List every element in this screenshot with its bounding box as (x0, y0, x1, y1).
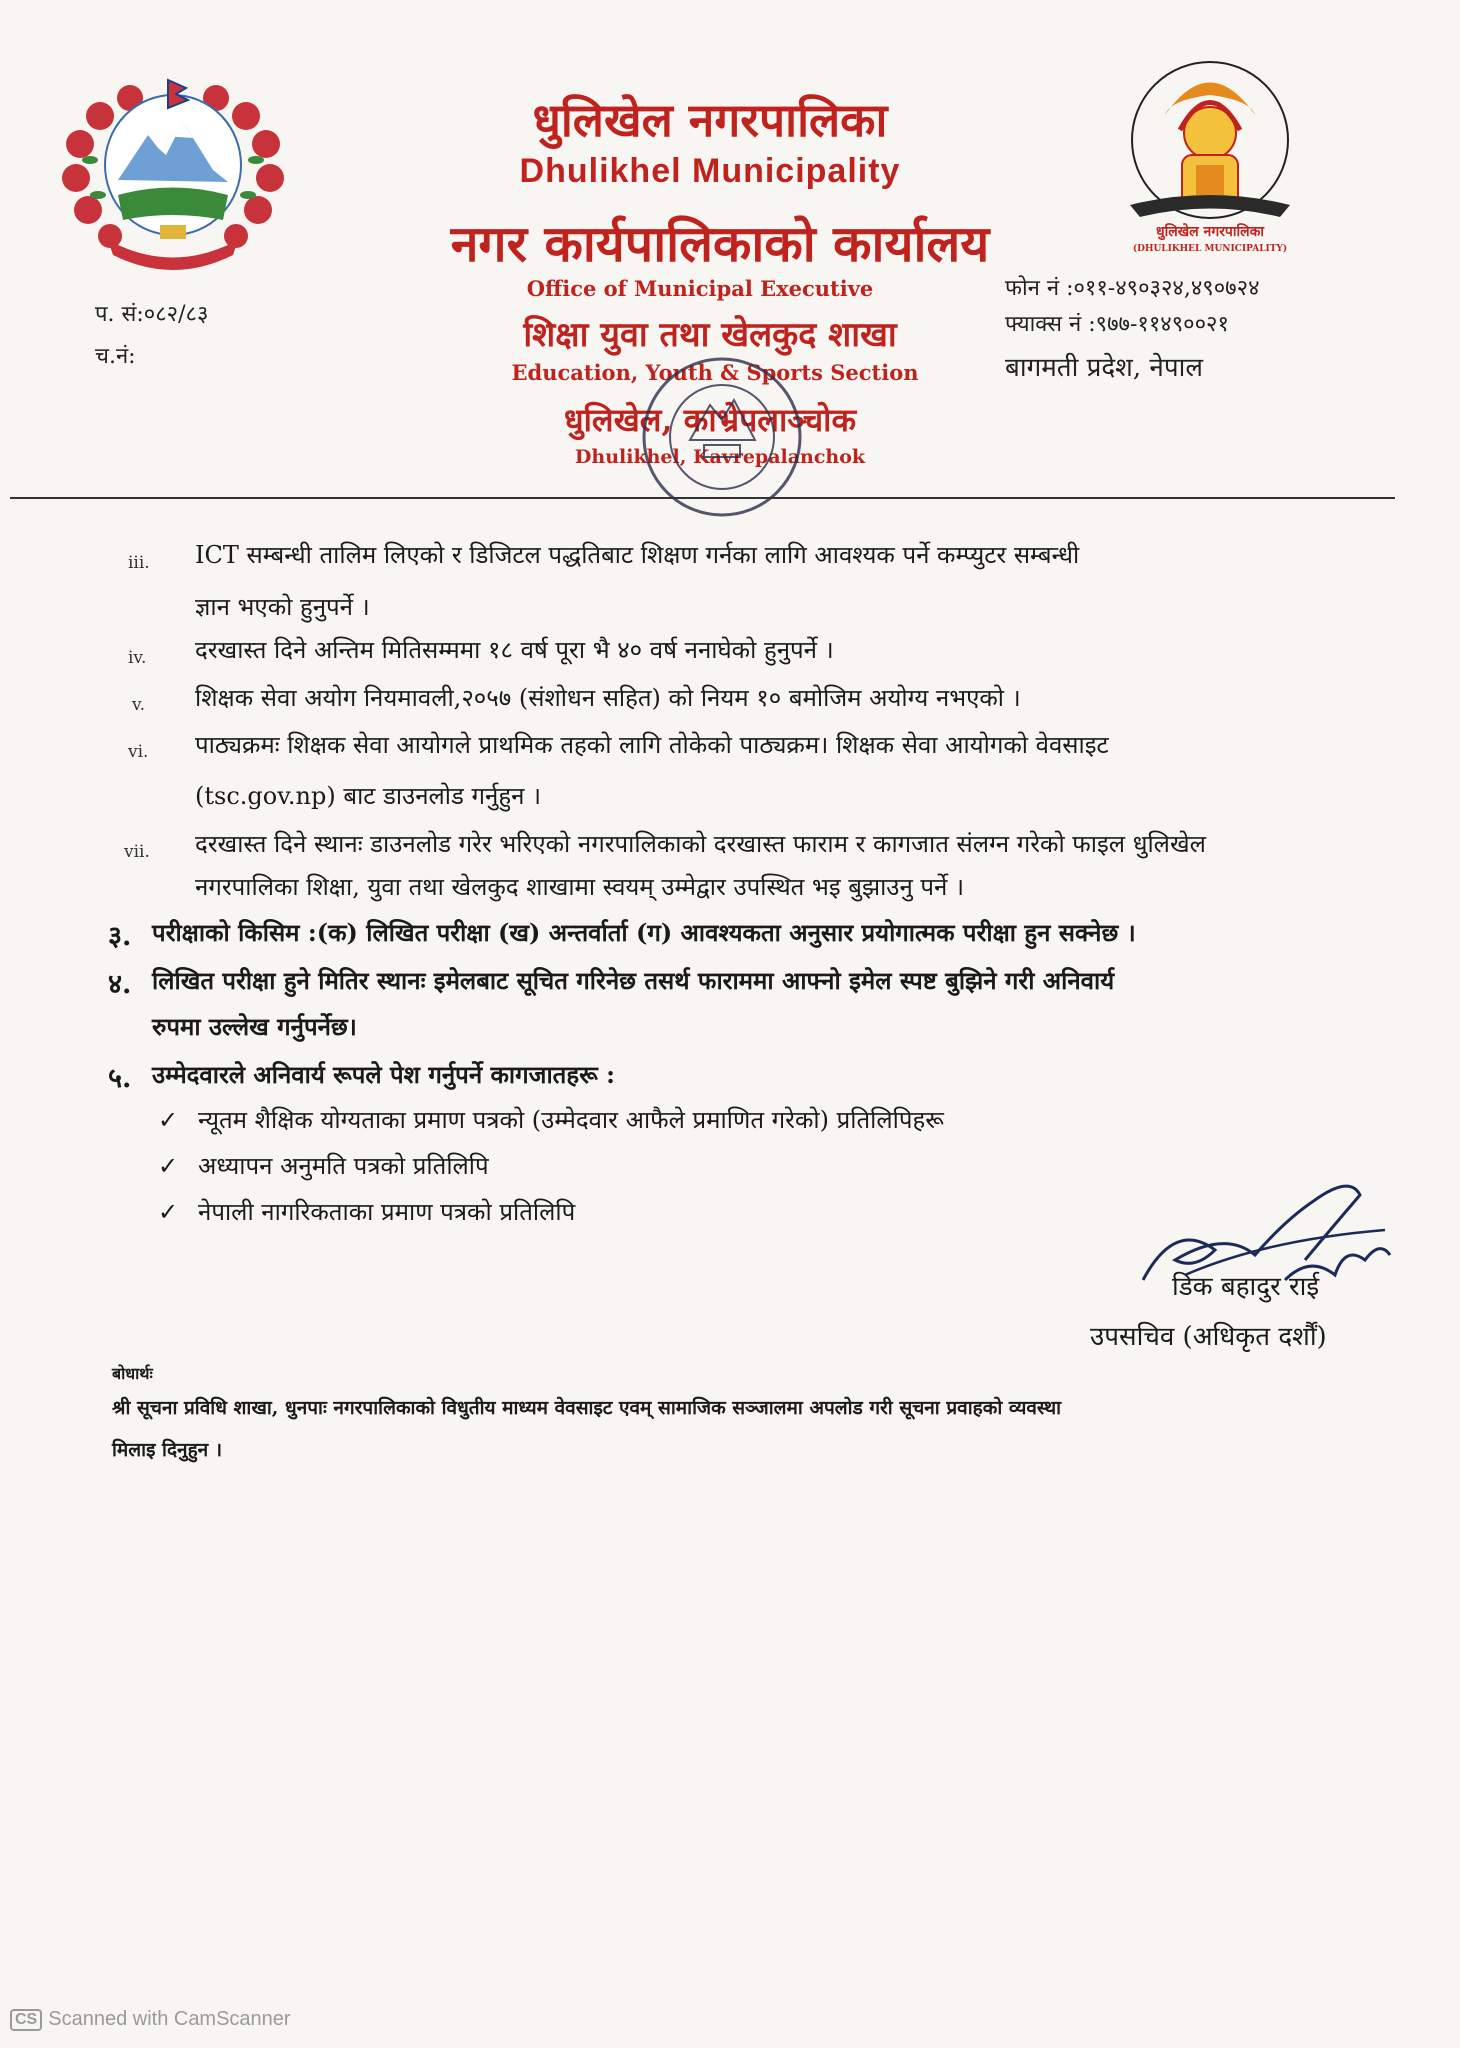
phone-number: फोन नं :०११-४९०३२४,४९०७२४ (1005, 276, 1260, 301)
item-vii-line1: दरखास्त दिने स्थानः डाउनलोड गरेर भरिएको नगरपालिकाको दरखास्त फाराम र कागजात संलग्न गरेको फाइल धुलिखेल (195, 830, 1206, 858)
note-line-2: मिलाइ दिनुहुन । (112, 1439, 223, 1461)
reference-number: प. सं:०८२/८३ (95, 302, 209, 327)
office-name-np: नगर कार्यपालिकाको कार्यालय (450, 214, 990, 273)
item-4-number: ४. (108, 969, 132, 1000)
nepal-emblem-icon (48, 60, 298, 275)
item-3-line1: परीक्षाको किसिम :(क) लिखित परीक्षा (ख) अन्तर्वार्ता (ग) आवश्यकता अनुसार प्रयोगात्मक परीक्षा हुन सक्नेछ । (152, 918, 1136, 947)
province-address: बागमती प्रदेश, नेपाल (1005, 353, 1203, 383)
item-3-number: ३. (108, 921, 132, 952)
note-label: बोधार्थः (112, 1364, 153, 1383)
item-4-line1: लिखित परीक्षा हुने मितिर स्थानः इमेलबाट सूचित गरिनेछ तसर्थ फाराममा आफ्नो इमेल स्पष्ट बुझिने गरी अनिवार्य (152, 966, 1115, 995)
dispatch-number: च.नं: (95, 344, 136, 369)
scanner-watermark (10, 2008, 291, 2031)
signatory-title: उपसचिव (अधिकृत दर्शौं) (1090, 1322, 1327, 1352)
logo-caption-en: (DHULIKHEL MUNICIPALITY) (1132, 244, 1288, 254)
item-5-number: ५. (108, 1063, 132, 1094)
municipality-name-np: धुलिखेल नगरपालिका (532, 93, 888, 147)
item-5-line1: उम्मेदवारले अनिवार्य रूपले पेश गर्नुपर्ने कागजातहरू : (152, 1060, 615, 1089)
fax-number: फ्याक्स नं :९७७-११४९००२१ (1005, 312, 1229, 337)
item-v-marker: v. (132, 695, 145, 715)
place-name-np: धुलिखेल, काभ्रेपलाञ्चोक (563, 401, 857, 439)
item-vii-line2: नगरपालिका शिक्षा, युवा तथा खेलकुद शाखामा स्वयम् उम्मेद्वार उपस्थित भइ बुझाउनु पर्ने । (195, 873, 965, 901)
scanner-watermark-text: Scanned with CamScanner (48, 2008, 291, 2030)
item-iii-marker: iii. (128, 553, 150, 573)
checklist-item-2: अध्यापन अनुमति पत्रको प्रतिलिपि (198, 1152, 489, 1180)
item-iv-marker: iv. (128, 648, 147, 668)
item-vi-line1: पाठ्यक्रमः शिक्षक सेवा आयोगले प्राथमिक तहको लागि तोकेको पाठ्यक्रम। शिक्षक सेवा आयोगको वेवसाइट (195, 731, 1109, 759)
item-iv-line1: दरखास्त दिने अन्तिम मितिसम्ममा १८ वर्ष पूरा भै ४० वर्ष ननाघेको हुनुपर्ने । (195, 636, 834, 664)
item-iii-line2: ज्ञान भएको हुनुपर्ने । (195, 593, 370, 621)
check-icon: ✓ (158, 1106, 179, 1134)
item-4-line2: रुपमा उल्लेख गर्नुपर्नेछ। (152, 1012, 357, 1041)
logo-caption-np: धुलिखेल नगरपालिका (1156, 224, 1264, 240)
check-icon: ✓ (158, 1152, 179, 1180)
place-name-en: Dhulikhel, Kavrepalanchok (574, 446, 866, 468)
municipality-name-en: Dhulikhel Municipality (519, 152, 901, 190)
note-line-1: श्री सूचना प्रविधि शाखा, धुनपाः नगरपालिकाको विधुतीय माध्यम वेवसाइट एवम् सामाजिक सञ्जालमा अपलोड गरी सूचना प्रवाहको व्यवस्था (112, 1397, 1062, 1419)
section-name-np: शिक्षा युवा तथा खेलकुद शाखा (523, 315, 897, 355)
office-name-en: Office of Municipal Executive (526, 276, 874, 301)
header-divider (10, 497, 1395, 499)
signatory-name: डिक बहादुर राई (1172, 1272, 1320, 1302)
item-vii-marker: vii. (124, 842, 150, 862)
checklist-item-3: नेपाली नागरिकताका प्रमाण पत्रको प्रतिलिपि (198, 1198, 576, 1226)
checklist-item-1: न्यूतम शैक्षिक योग्यताका प्रमाण पत्रको (उम्मेदवार आफैले प्रमाणित गरेको) प्रतिलिपिहरू (198, 1106, 944, 1134)
section-name-en: Education, Youth & Sports Section (511, 360, 919, 385)
item-iii-line1: ICT सम्बन्धी तालिम लिएको र डिजिटल पद्धतिबाट शिक्षण गर्नका लागि आवश्यक पर्ने कम्प्युटर सम्बन्धी (195, 541, 1080, 569)
item-v-line1: शिक्षक सेवा अयोग नियमावली,२०५७ (संशोधन सहित) को नियम १० बमोजिम अयोग्य नभएको । (195, 684, 1021, 712)
check-icon: ✓ (158, 1198, 179, 1226)
office-stamp-icon (630, 345, 815, 535)
item-vi-marker: vi. (128, 742, 149, 762)
item-vi-line2: (tsc.gov.np) बाट डाउनलोड गर्नुहुन । (195, 782, 542, 810)
camscanner-logo: CS (10, 2009, 42, 2031)
